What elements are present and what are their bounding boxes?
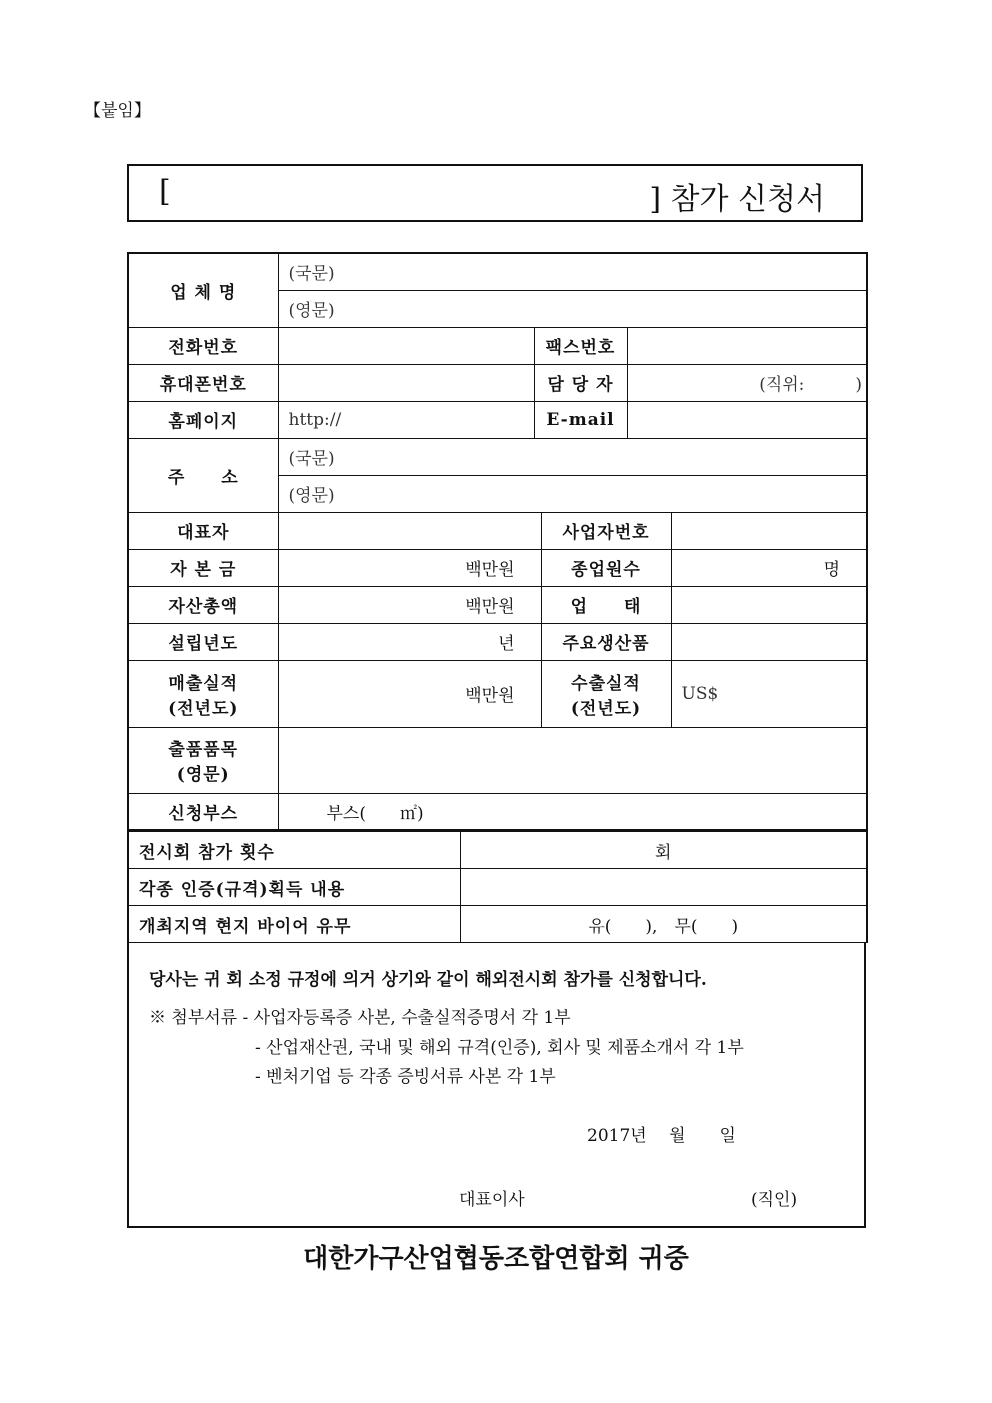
ceo-signature-label: 대표이사 bbox=[459, 1190, 525, 1210]
company-name-en-field[interactable]: (영문) bbox=[278, 290, 867, 327]
certification-label: 각종 인증(규격)획득 내용 bbox=[128, 869, 460, 906]
phone-label: 전화번호 bbox=[128, 327, 278, 364]
mobile-field[interactable] bbox=[278, 364, 534, 401]
exhibit-items-label bbox=[128, 727, 278, 793]
export-label-line2: (전년도) bbox=[570, 698, 642, 719]
homepage-field[interactable]: http:// bbox=[278, 401, 534, 438]
company-name-label: 업 체 명 bbox=[128, 253, 278, 327]
address-kr-field[interactable]: (국문) bbox=[278, 438, 867, 475]
attached-docs-line2: - 산업재산권, 국내 및 해외 규격(인증), 회사 및 제품소개서 각 1부 bbox=[255, 1038, 744, 1058]
assets-label: 자산총액 bbox=[128, 586, 278, 623]
email-field[interactable] bbox=[627, 401, 867, 438]
recipient-footer: 대한가구산업협동조합연합회 귀중 bbox=[303, 1244, 689, 1274]
declaration-box bbox=[127, 942, 866, 1228]
phone-field[interactable] bbox=[278, 327, 534, 364]
business-type-field[interactable] bbox=[671, 586, 867, 623]
booth-field[interactable]: 부스( ㎡) bbox=[278, 793, 867, 830]
manager-field[interactable]: (직위: ) bbox=[627, 364, 867, 401]
company-seal-label: (직인) bbox=[751, 1190, 798, 1210]
export-label bbox=[541, 660, 671, 727]
local-buyer-label: 개최지역 현지 바이어 유무 bbox=[128, 906, 460, 943]
ceo-field[interactable] bbox=[278, 512, 541, 549]
application-form-table bbox=[127, 252, 868, 831]
sales-field[interactable]: 백만원 bbox=[278, 660, 541, 727]
homepage-label: 홈페이지 bbox=[128, 401, 278, 438]
founded-year-field[interactable]: 년 bbox=[278, 623, 541, 660]
local-buyer-field[interactable]: 유( ), 무( ) bbox=[460, 906, 867, 943]
attached-docs-line3: - 벤처기업 등 각종 증빙서류 사본 각 1부 bbox=[255, 1067, 556, 1087]
booth-label: 신청부스 bbox=[128, 793, 278, 830]
exhibit-items-label-line1: 출품품목 bbox=[168, 740, 239, 760]
exhibit-items-field[interactable] bbox=[278, 727, 867, 793]
manager-label: 담 당 자 bbox=[534, 364, 627, 401]
fax-label: 팩스번호 bbox=[534, 327, 627, 364]
declaration-statement: 당사는 귀 회 소정 규정에 의거 상기와 같이 해외전시회 참가를 신청합니다. bbox=[149, 970, 707, 990]
company-name-kr-field[interactable]: (국문) bbox=[278, 253, 867, 290]
address-en-field[interactable]: (영문) bbox=[278, 475, 867, 512]
certification-field[interactable] bbox=[460, 869, 867, 906]
exhibit-items-label-line2: (영문) bbox=[176, 765, 230, 785]
founded-year-label: 설립년도 bbox=[128, 623, 278, 660]
sales-label-line2: (전년도) bbox=[168, 698, 239, 719]
participation-count-field[interactable]: 회 bbox=[460, 832, 867, 869]
form-title bbox=[127, 164, 863, 222]
export-label-line1: 수출실적 bbox=[571, 673, 641, 694]
export-field[interactable]: US$ bbox=[671, 660, 867, 727]
assets-field[interactable]: 백만원 bbox=[278, 586, 541, 623]
fax-field[interactable] bbox=[627, 327, 867, 364]
sales-label-line1: 매출실적 bbox=[168, 673, 239, 694]
participation-count-label: 전시회 참가 횟수 bbox=[128, 832, 460, 869]
main-product-field[interactable] bbox=[671, 623, 867, 660]
attached-docs-line1: ※ 첨부서류 - 사업자등록증 사본, 수출실적증명서 각 1부 bbox=[149, 1008, 571, 1028]
employees-field[interactable]: 명 bbox=[671, 549, 867, 586]
title-open-bracket: [ bbox=[159, 174, 171, 209]
attachment-label: 【붙임】 bbox=[84, 101, 151, 121]
email-label: E-mail bbox=[534, 401, 627, 438]
capital-label: 자 본 금 bbox=[128, 549, 278, 586]
additional-info-table bbox=[127, 831, 868, 943]
capital-field[interactable]: 백만원 bbox=[278, 549, 541, 586]
business-number-field[interactable] bbox=[671, 512, 867, 549]
business-type-label: 업 태 bbox=[541, 586, 671, 623]
employees-label: 종업원수 bbox=[541, 549, 671, 586]
application-date: 2017년 월 일 bbox=[587, 1126, 736, 1146]
address-label: 주 소 bbox=[128, 438, 278, 512]
title-text: ] 참가 신청서 bbox=[649, 182, 825, 217]
business-number-label: 사업자번호 bbox=[541, 512, 671, 549]
ceo-label: 대표자 bbox=[128, 512, 278, 549]
main-product-label: 주요생산품 bbox=[541, 623, 671, 660]
mobile-label: 휴대폰번호 bbox=[128, 364, 278, 401]
sales-label bbox=[128, 660, 278, 727]
